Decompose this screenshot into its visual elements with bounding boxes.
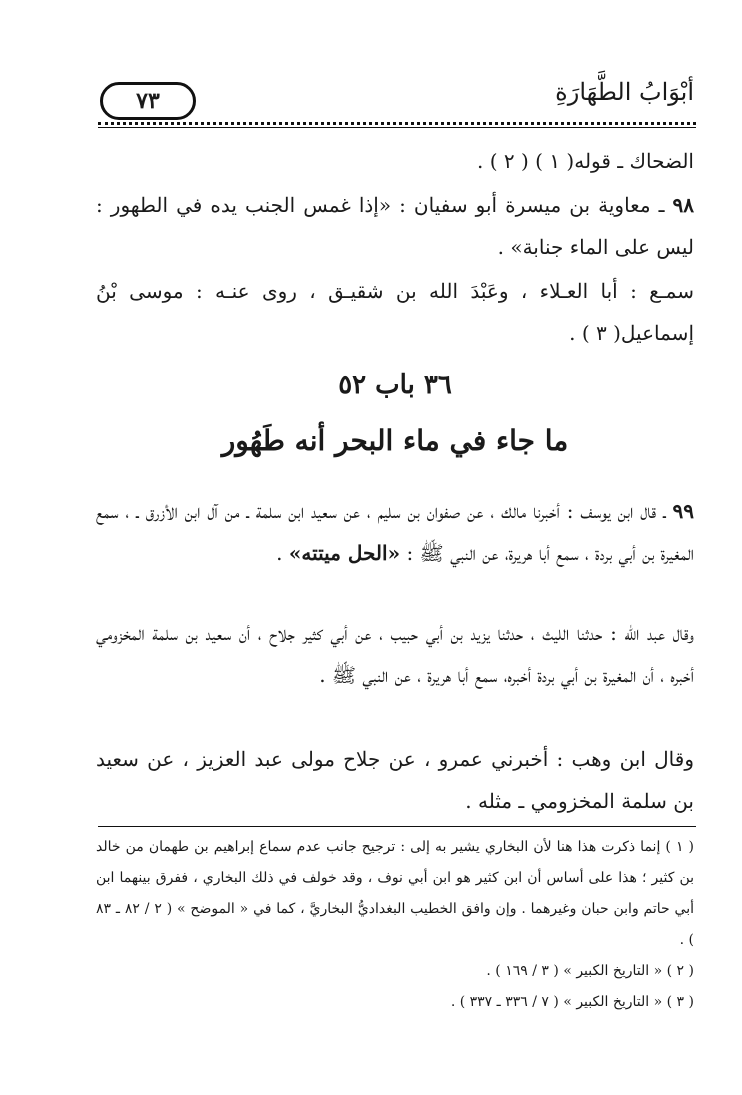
footnote-3: ( ٣ ) « التاريخ الكبير » ( ٧ / ٣٣٦ ـ ٣٣٧ ) . — [450, 994, 694, 1010]
narration-paragraph-2: وقال ابن وهب : أخبرني عمرو ، عن جلاح مولى عبد العزيز ، عن سعيد بن سلمة المخزومي ـ مثله . — [96, 747, 694, 813]
page-number: ٧٣ — [100, 82, 196, 120]
header-dotted-rule — [98, 122, 696, 125]
hadith-text: ـ معاوية بن ميسرة أبو سفيان : «إذا غمس الجنب يده في الطهور : ليس على الماء جنابة» . — [96, 193, 694, 259]
chapter-number: ٣٦ باب ٥٢ — [338, 370, 452, 400]
narration-paragraph: وقال عبد الله : حدثنا الليث ، حدثنا يزيد بن أبي حبيب ، عن أبي كثير جلاح ، أن سعيد بن سلمة المخزومي أخبره ، أن المغيرة بن أبي بردة أخبره، سمع أبا هريرة ، عن النبي ﷺ . — [96, 621, 694, 687]
hadith-text: ـ قال ابن يوسف : أخبرنا مالك ، عن صفوان بن سليم ، عن سعيد ابن سلمة ـ من آل ابن الأزرق ـ ، سمع المغيرة بن أبي بردة ، سمع أبا هريرة، عن النبي ﷺ : — [96, 499, 694, 565]
hadith-number: ٩٩ — [672, 499, 694, 523]
footnote-rule — [98, 826, 696, 827]
footnote-1: ( ١ ) إنما ذكرت هذا هنا لأن البخاري يشير به إلى : ترجيح جانب عدم سماع إبراهيم بن طهمان من خالد بن كثير ؛ هذا على أساس أن ابن كثير هو ابن أبي نوف ، وقد خولف في ذلك البخاري ، ففرق بينهما ابن أبي حاتم وابن حبان وغيرهما . وإن وافق الخطيب البغداديُّ البخاريَّ ، كما في « الموضح » ( ٢ / ٨٢ ـ ٨٣ ) . — [96, 839, 694, 948]
hadith-98 — [96, 184, 694, 268]
hadith-99 — [96, 490, 694, 574]
chapter-title: ما جاء في ماء البحر أنه طَهُور — [221, 424, 569, 457]
header-rule — [98, 127, 696, 128]
hadith-number: ٩٨ — [672, 193, 694, 217]
running-header-title: أبْوَابُ الطَّهَارَةِ — [555, 78, 694, 106]
paragraph-continuation: الضحاك ـ قوله( ١ ) ( ٢ ) . — [477, 149, 694, 173]
hadith-matn: «الحل ميتته» — [288, 541, 401, 565]
footnote-2: ( ٢ ) « التاريخ الكبير » ( ٣ / ١٦٩ ) . — [486, 963, 694, 979]
hadith-text-end: . — [276, 541, 289, 565]
narrator-paragraph: سمـع : أبا العـلاء ، وعَبْدَ الله بن شقيـق ، روى عنـه : موسى بْنُ إسماعيل( ٣ ) . — [96, 279, 694, 345]
